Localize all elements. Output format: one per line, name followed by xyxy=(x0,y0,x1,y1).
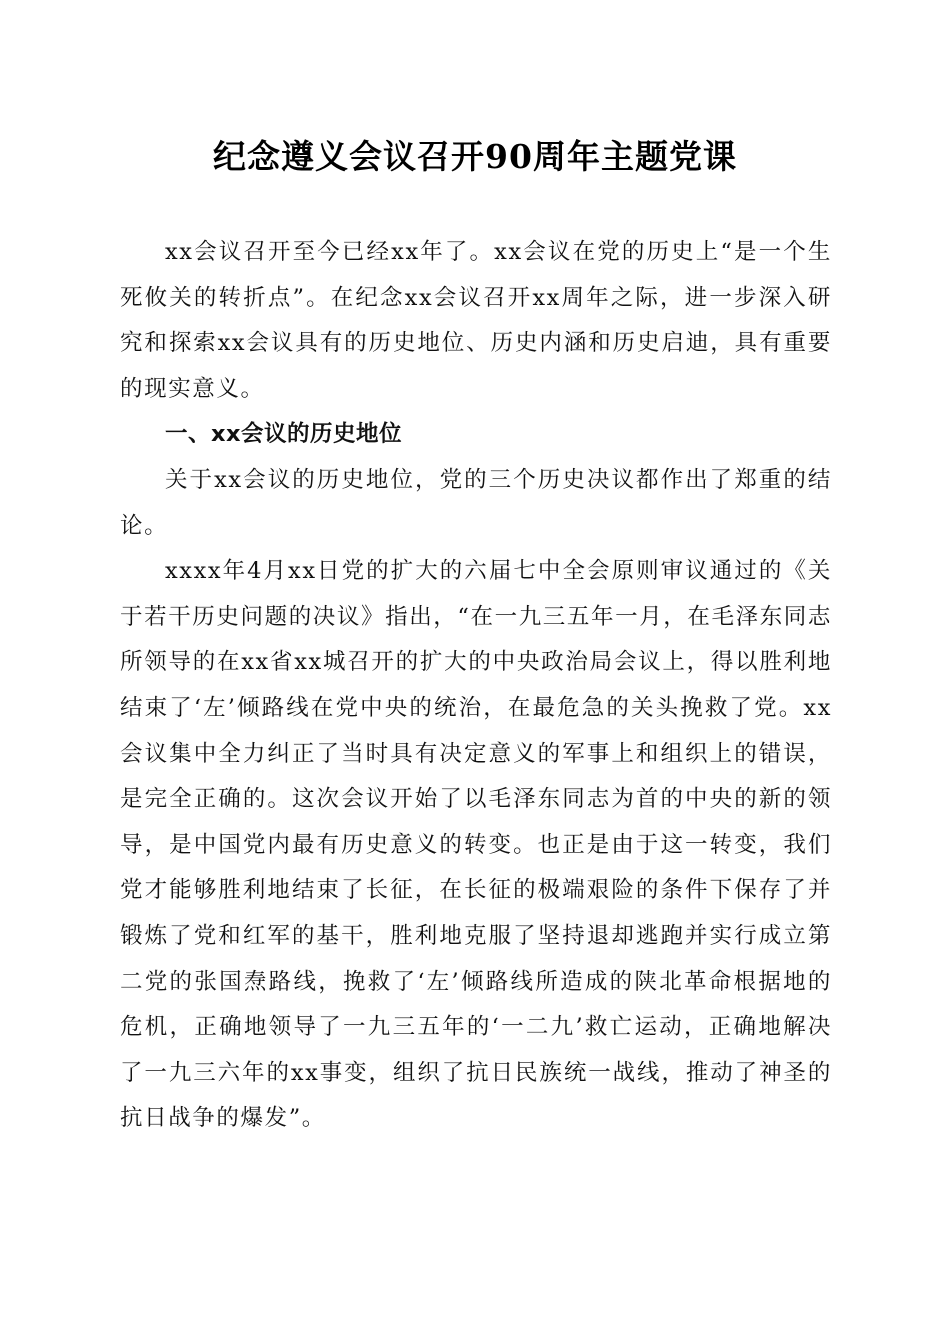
document-body xyxy=(120,230,832,1142)
document-title: 纪念遵义会议召开90周年主题党课 xyxy=(213,137,737,176)
section-heading: 一、xx会议的历史地位 xyxy=(165,421,403,448)
body-paragraph: 关于xx会议的历史地位，党的三个历史决议都作出了郑重的结论。 xyxy=(120,466,832,539)
intro-paragraph: xx会议召开至今已经xx年了。xx会议在党的历史上“是一个生死攸关的转折点”。在纪念xx会议召开xx周年之际，进一步深入研究和探索xx会议具有的历史地位、历史内涵和历史启迪，具有重要的现实意义。 xyxy=(120,239,832,402)
quote-paragraph: xxxx年4月xx日党的扩大的六届七中全会原则审议通过的《关于若干历史问题的决议》指出，“在一九三五年一月，在毛泽东同志所领导的在xx省xx城召开的扩大的中央政治局会议上，得以胜利地结束了‘左’倾路线在党中央的统治，在最危急的关头挽救了党。xx会议集中全力纠正了当时具有决定意义的军事上和组织上的错误，是完全正确的。这次会议开始了以毛泽东同志为首的中央的新的领导，是中国党内最有历史意义的转变。也正是由于这一转变，我们党才能够胜利地结束了长征，在长征的极端艰险的条件下保存了并锻炼了党和红军的基干，胜利地克服了坚持退却逃跑并实行成立第二党的张国焘路线，挽救了‘左’倾路线所造成的陕北革命根据地的危机，正确地领导了一九三五年的‘一二九’救亡运动，正确地解决了一九三六年的xx事变，组织了抗日民族统一战线，推动了神圣的抗日战争的爆发”。 xyxy=(120,558,833,1132)
